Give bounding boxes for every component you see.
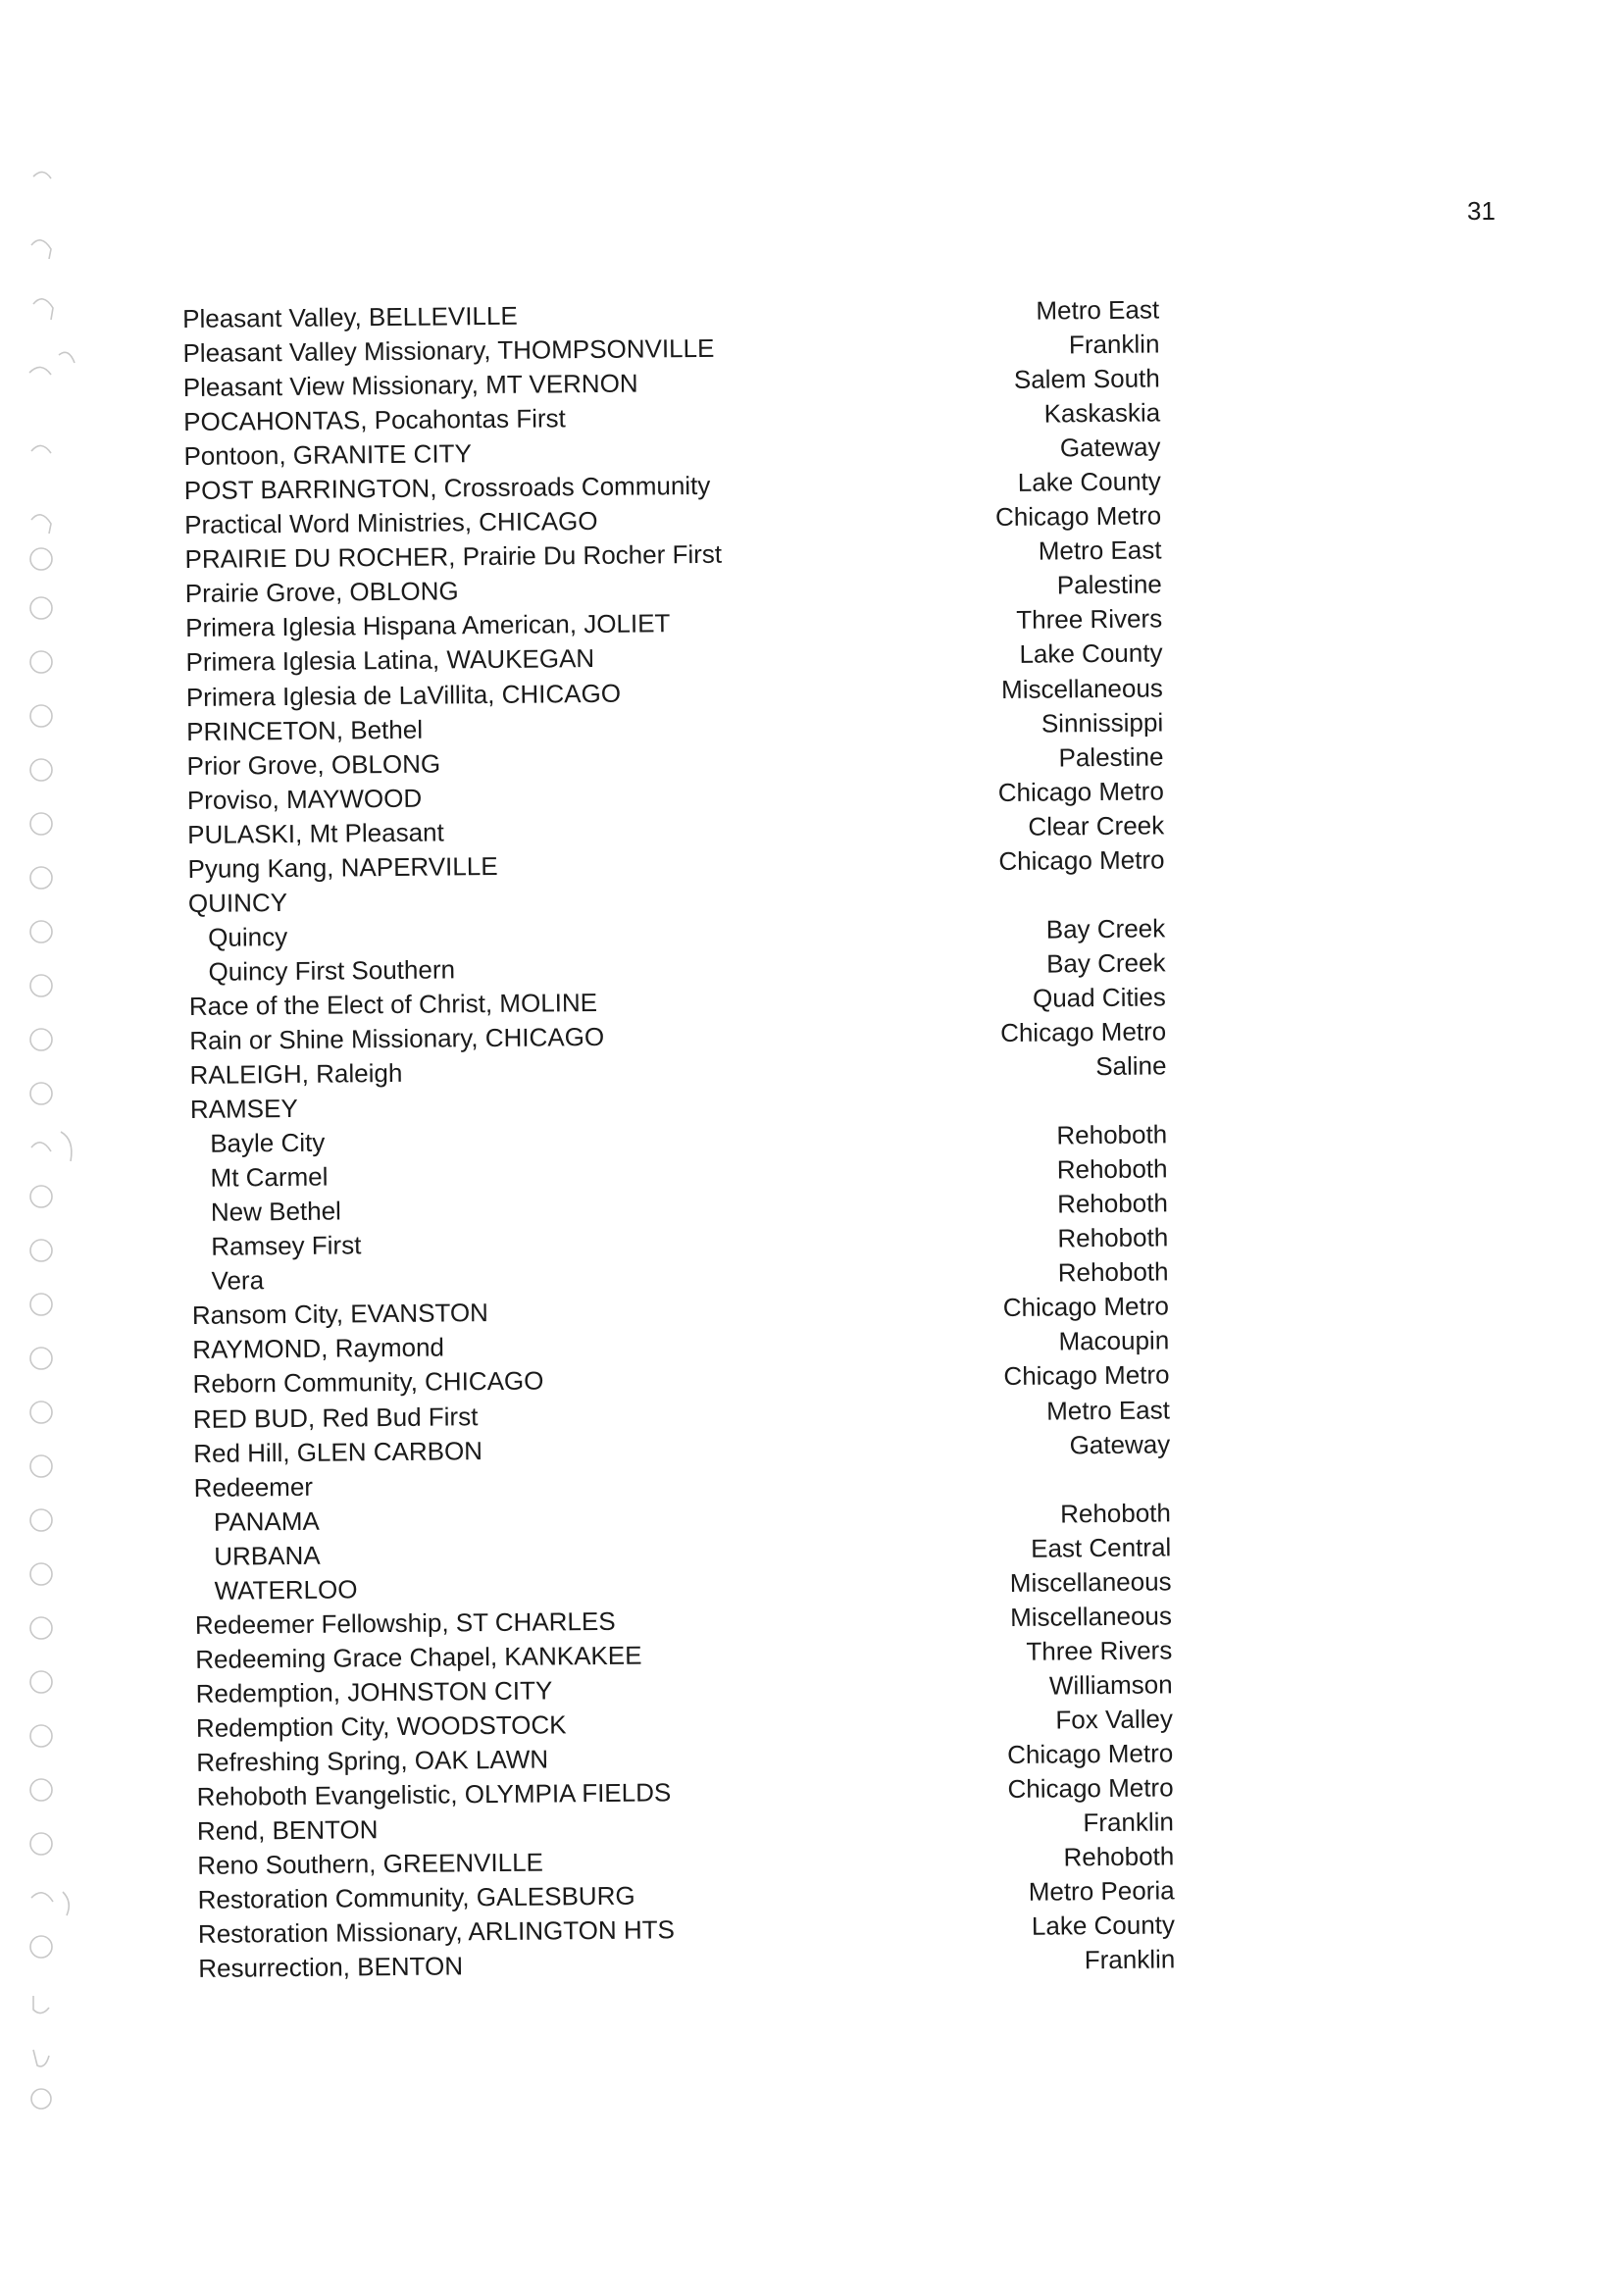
church-listing: [182, 292, 1238, 1986]
association-name: Metro East: [1046, 1394, 1171, 1426]
church-name: Restoration Community, GALESBURG: [197, 1880, 635, 1915]
association-name: Saline: [1095, 1050, 1167, 1082]
church-name: Reborn Community, CHICAGO: [192, 1365, 544, 1400]
binder-hole-marks: [18, 59, 116, 2217]
church-name: Refreshing Spring, OAK LAWN: [196, 1744, 549, 1777]
church-name: Rehoboth Evangelistic, OLYMPIA FIELDS: [196, 1777, 672, 1811]
association-name: Three Rivers: [1026, 1635, 1173, 1666]
association-name: Rehoboth: [1057, 1256, 1169, 1288]
association-name: Chicago Metro: [1002, 1291, 1170, 1323]
church-name: Vera: [211, 1265, 265, 1297]
church-name: Red Hill, GLEN CARBON: [193, 1435, 483, 1468]
church-name: Redemption City, WOODSTOCK: [195, 1709, 567, 1743]
association-name: Palestine: [1056, 569, 1162, 600]
church-name: Pontoon, GRANITE CITY: [183, 438, 472, 472]
church-name: Practical Word Ministries, CHICAGO: [184, 506, 598, 540]
association-name: Rehoboth: [1063, 1841, 1175, 1872]
church-name: Prior Grove, OBLONG: [186, 748, 441, 781]
association-name: Bay Creek: [1045, 947, 1166, 979]
association-name: Fox Valley: [1055, 1704, 1174, 1735]
church-name: Pleasant Valley, BELLEVILLE: [182, 300, 518, 333]
church-name: Reno Southern, GREENVILLE: [197, 1847, 544, 1881]
association-name: Chicago Metro: [998, 844, 1165, 876]
association-name: Franklin: [1083, 1807, 1175, 1838]
church-name: PRINCETON, Bethel: [186, 714, 424, 746]
church-name: Rend, BENTON: [196, 1814, 379, 1846]
church-name: Redeemer Fellowship, ST CHARLES: [194, 1606, 616, 1640]
association-name: Lake County: [1019, 637, 1163, 670]
association-name: Chicago Metro: [994, 500, 1162, 533]
association-name: Salem South: [1013, 363, 1160, 394]
association-name: Chicago Metro: [999, 1016, 1167, 1048]
church-name: Primera Iglesia Hispana American, JOLIET: [185, 608, 671, 643]
association-name: Macoupin: [1058, 1325, 1170, 1356]
association-name: Miscellaneous: [1009, 1566, 1172, 1598]
association-name: Lake County: [1031, 1910, 1176, 1941]
association-name: Chicago Metro: [997, 776, 1164, 807]
association-name: Kaskaskia: [1043, 397, 1161, 429]
association-name: Chicago Metro: [1007, 1738, 1174, 1769]
church-name: PULASKI, Mt Pleasant: [187, 817, 444, 849]
church-name: Redeeming Grace Chapel, KANKAKEE: [195, 1640, 642, 1674]
association-name: Lake County: [1017, 466, 1161, 498]
church-name: Race of the Elect of Christ, MOLINE: [188, 987, 598, 1021]
church-name: RALEIGH, Raleigh: [189, 1057, 403, 1090]
church-name: Primera Iglesia Latina, WAUKEGAN: [185, 643, 595, 678]
church-name: New Bethel: [210, 1196, 342, 1227]
association-name: Three Rivers: [1016, 603, 1163, 636]
association-name: Chicago Metro: [1003, 1359, 1170, 1392]
church-name: Mt Carmel: [210, 1161, 329, 1193]
association-name: Williamson: [1048, 1669, 1173, 1701]
church-name: Pleasant View Missionary, MT VERNON: [182, 368, 638, 403]
association-name: Metro Peoria: [1028, 1875, 1175, 1907]
church-name: RED BUD, Red Bud First: [192, 1401, 479, 1434]
association-name: Franklin: [1068, 329, 1160, 360]
association-name: Miscellaneous: [1010, 1601, 1173, 1632]
association-name: Metro East: [1038, 535, 1162, 566]
association-name: Gateway: [1069, 1428, 1171, 1459]
association-name: Miscellaneous: [1000, 672, 1163, 704]
church-name: WATERLOO: [214, 1574, 358, 1606]
church-name: Prairie Grove, OBLONG: [184, 576, 459, 609]
church-name: PANAMA: [213, 1505, 320, 1537]
group-name: QUINCY: [187, 887, 288, 918]
church-name: Ransom City, EVANSTON: [191, 1298, 489, 1331]
church-name: Ramsey First: [211, 1230, 362, 1262]
church-name: Quincy: [208, 921, 288, 952]
association-name: Rehoboth: [1059, 1498, 1172, 1529]
church-name: RAYMOND, Raymond: [192, 1332, 445, 1365]
church-name: PRAIRIE DU ROCHER, Prairie Du Rocher First: [184, 539, 723, 575]
association-name: Gateway: [1059, 432, 1161, 463]
association-name: Rehoboth: [1056, 1188, 1169, 1219]
association-name: Palestine: [1058, 741, 1164, 773]
church-name: Proviso, MAYWOOD: [186, 783, 423, 815]
page-number: 31: [1467, 196, 1496, 226]
church-name: Redemption, JOHNSTON CITY: [195, 1675, 553, 1708]
association-name: Quad Cities: [1032, 982, 1166, 1013]
association-name: Clear Creek: [1028, 810, 1165, 841]
group-name: RAMSEY: [189, 1093, 298, 1125]
church-name: Pleasant Valley Missionary, THOMPSONVILLE: [182, 332, 715, 369]
association-name: Rehoboth: [1056, 1119, 1168, 1150]
association-name: Bay Creek: [1045, 913, 1166, 944]
association-name: Franklin: [1084, 1944, 1176, 1975]
association-name: Rehoboth: [1057, 1222, 1169, 1253]
church-name: Pyung Kang, NAPERVILLE: [187, 850, 498, 884]
church-name: Bayle City: [210, 1127, 326, 1158]
association-name: Chicago Metro: [1007, 1772, 1174, 1805]
church-name: Resurrection, BENTON: [198, 1951, 464, 1984]
church-name: POCAHONTAS, Pocahontas First: [183, 403, 566, 437]
church-name: Restoration Missionary, ARLINGTON HTS: [197, 1914, 676, 1950]
association-name: Metro East: [1036, 294, 1160, 326]
church-name: Primera Iglesia de LaVillita, CHICAGO: [185, 678, 622, 712]
association-name: East Central: [1031, 1532, 1172, 1563]
association-name: Rehoboth: [1056, 1153, 1168, 1185]
church-name: Rain or Shine Missionary, CHICAGO: [189, 1021, 605, 1055]
association-name: Sinnissippi: [1040, 706, 1164, 739]
church-name: POST BARRINGTON, Crossroads Community: [183, 471, 711, 506]
group-name: Redeemer: [193, 1471, 314, 1503]
church-name: URBANA: [214, 1540, 321, 1571]
church-name: Quincy First Southern: [208, 954, 456, 987]
